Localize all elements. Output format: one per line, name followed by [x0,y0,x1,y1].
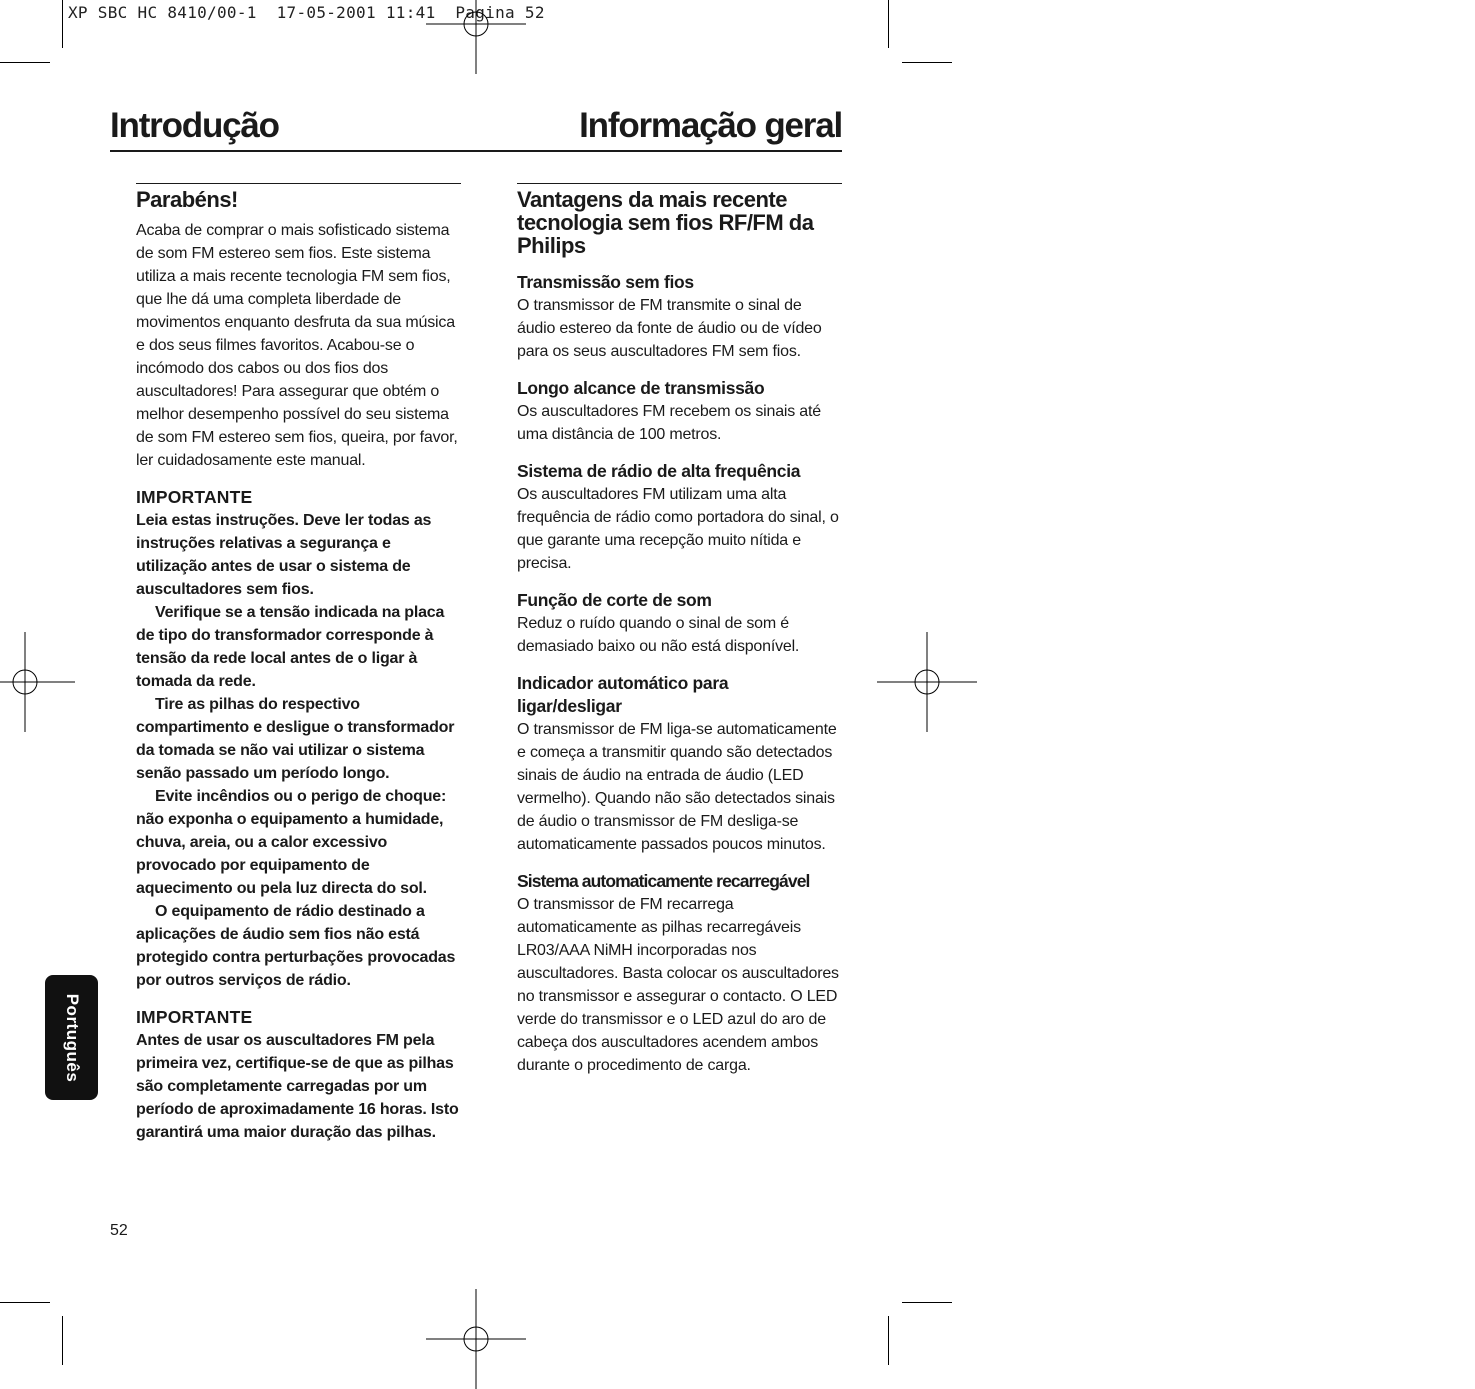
header-rule [110,150,842,152]
left-column [136,183,461,1144]
registration-mark-icon [0,632,75,732]
feature-text: Os auscultadores FM utilizam uma alta frequência de rádio como portadora do sinal, o que garante uma recepção muito nítida e precisa. [517,486,839,572]
section-title-right: Informação geral [579,106,842,145]
important-heading: IMPORTANTE [136,487,253,507]
important-paragraph: Tire as pilhas do respectivo compartimento e desligue o transformador da tomada se não vai utilizar o sistema senão passado um período longo. [136,696,455,782]
feature-heading: Sistema de rádio de alta frequência [517,461,801,481]
feature-text: Reduz o ruído quando o sinal de som é demasiado baixo ou não está disponível. [517,615,800,655]
printer-slug: XP SBC HC 8410/00-1 17-05-2001 11:41 Pagina 52 [68,3,545,22]
feature-heading: Transmissão sem fios [517,272,694,292]
language-tab-label: Português [62,993,82,1082]
registration-mark-icon [426,0,526,74]
crop-mark [888,0,889,48]
feature-heading: Sistema automaticamente recarregável [517,871,810,891]
page-number: 52 [110,1222,128,1239]
crop-mark [62,0,63,48]
feature-text: O transmissor de FM recarrega automaticamente as pilhas recarregáveis LR03/AAA NiMH incorporadas nos auscultadores. Basta colocar os auscultadores no transmissor e assegurar o contacto. O LED verde do transmissor e o LED azul do aro de cabeça dos auscultadores acendem ambos durante o procedimento de carga. [517,896,839,1074]
important-paragraph: Evite incêndios ou o perigo de choque: não exponha o equipamento a humidade, chuva, areia, ou a calor excessivo provocado por equipamento de aquecimento ou pela luz directa do sol. [136,788,447,897]
feature-heading: Função de corte de som [517,590,712,610]
feature-text: O transmissor de FM transmite o sinal de áudio estereo da fonte de áudio ou de vídeo para os seus auscultadores FM sem fios. [517,297,822,360]
battery-charge-notice: Antes de usar os auscultadores FM pela primeira vez, certifique-se de que as pilhas são completamente carregadas por um período de aproximadamente 16 horas. Isto garantirá uma maior duração das pilhas. [136,1032,459,1141]
column-rule [136,183,461,184]
feature-text: O transmissor de FM liga-se automaticamente e começa a transmitir quando são detectados sinais de áudio na entrada de áudio (LED vermelho). Quando não são detectados sinais de áudio o transmissor de FM desliga-se automaticamente passados poucos minutos. [517,721,837,853]
crop-mark [0,1302,50,1303]
important-paragraph: O equipamento de rádio destinado a aplicações de áudio sem fios não está protegido contra perturbações provocadas por outros serviços de rádio. [136,903,456,989]
column-rule [517,183,842,184]
feature-heading: Longo alcance de transmissão [517,378,765,398]
section-title-left: Introdução [110,106,279,145]
advantages-heading: Vantagens da mais recente tecnologia sem fios RF/FM da Philips [517,187,814,258]
feature-text: Os auscultadores FM recebem os sinais até uma distância de 100 metros. [517,403,821,443]
important-paragraph: Verifique se a tensão indicada na placa de tipo do transformador corresponde à tensão da rede local antes de o ligar à tomada da rede. [136,604,445,690]
language-tab [45,975,98,1100]
crop-mark [62,1316,63,1365]
registration-mark-icon [877,632,977,732]
important-heading: IMPORTANTE [136,1007,253,1027]
crop-mark [0,62,50,63]
crop-mark [902,62,952,63]
important-paragraph: Leia estas instruções. Deve ler todas as instruções relativas a segurança e utilização antes de usar o sistema de auscultadores sem fios. [136,512,432,598]
crop-mark [902,1302,952,1303]
right-column [517,183,842,1077]
registration-mark-icon [426,1289,526,1389]
congratulations-heading: Parabéns! [136,187,238,212]
feature-heading: Indicador automático para ligar/desligar [517,673,729,716]
intro-paragraph: Acaba de comprar o mais sofisticado sistema de som FM estereo sem fios. Este sistema utiliza a mais recente tecnologia FM sem fios, que lhe dá uma completa liberdade de movimentos enquanto desfruta da sua música e dos seus filmes favoritos. Acabou-se o incómodo dos cabos ou dos fios dos auscultadores! Para assegurar que obtém o melhor desempenho possível do seu sistema de som FM estereo sem fios, queira, por favor, ler cuidadosamente este manual. [136,222,458,469]
crop-mark [888,1316,889,1365]
